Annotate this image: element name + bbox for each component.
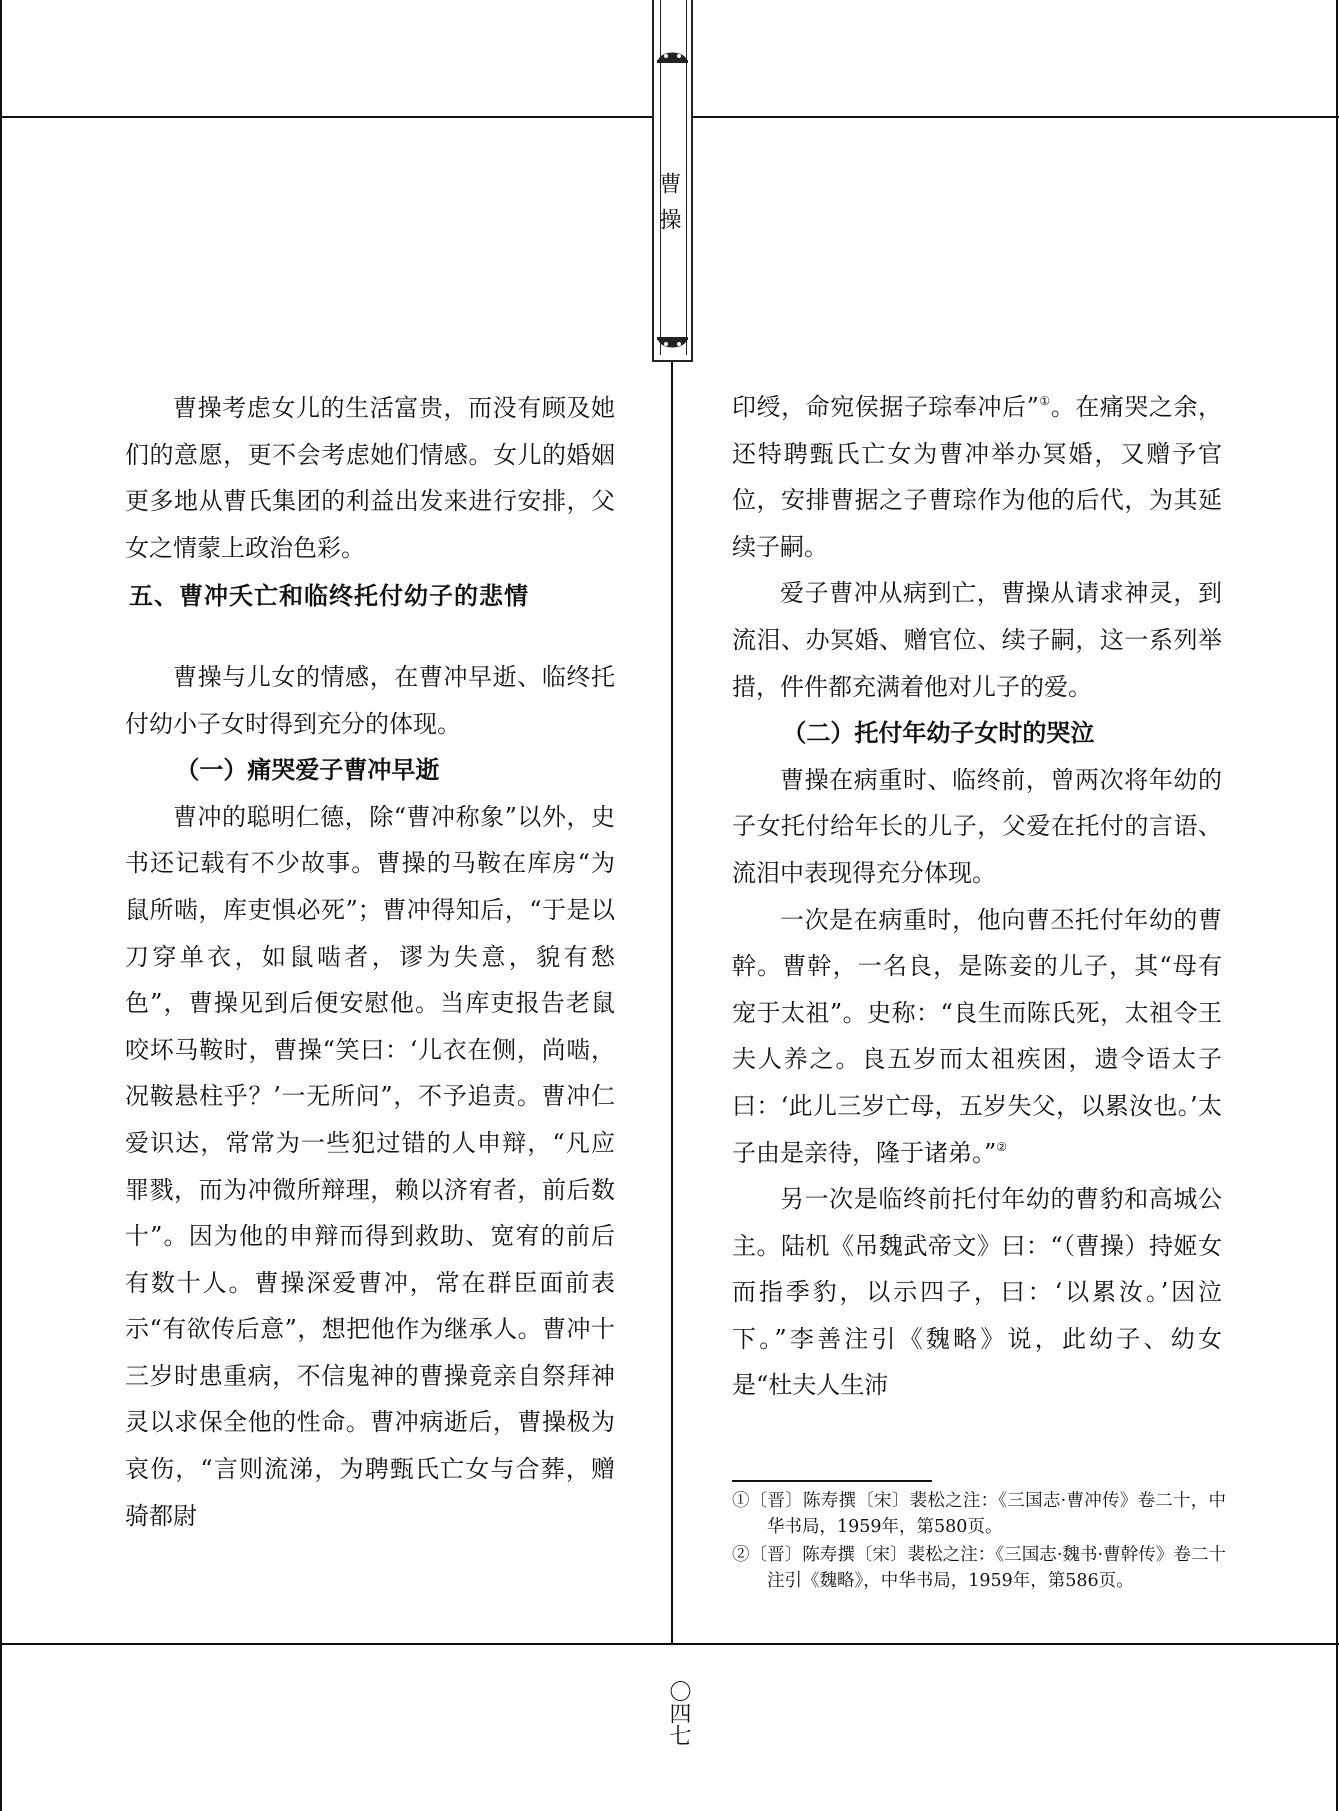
sub-heading: （二）托付年幼子女时的哭泣: [782, 719, 1095, 748]
running-title: 曹操: [656, 172, 681, 244]
page-number: 〇四七: [666, 1680, 691, 1746]
footnote-rule: [732, 1480, 932, 1482]
scroll-ornament-bottom: [656, 336, 689, 352]
scroll-ornament-top: [656, 48, 689, 64]
paragraph-text: 。在痛哭之余，还特聘甄氏亡女为曹冲举办冥婚，又赠予官位，安排曹据之子曹琮作为他的后代，为其延续子嗣。: [732, 393, 1222, 561]
column-divider: [671, 362, 673, 1643]
paragraph-text: 印绶，命宛侯据子琮奉冲后”: [732, 393, 1039, 421]
paragraph-continued: [732, 384, 1222, 570]
footnote: ②〔晋〕陈寿撰〔宋〕裴松之注：《三国志·魏书·曹幹传》卷二十注引《魏略》，中华书局，1959年，第586页。: [732, 1545, 1226, 1591]
paragraph: [732, 897, 1222, 1177]
section-heading: 五、曹冲夭亡和临终托付幼子的悲情: [129, 582, 529, 611]
footnotes: [732, 1488, 1226, 1596]
paragraph: 爱子曹冲从病到亡，曹操从请求神灵，到流泪、办冥婚、赠官位、续子嗣，这一系列举措，件件都充满着他对儿子的爱。: [732, 579, 1222, 701]
paragraph: 曹操与儿女的情感，在曹冲早逝、临终托付幼小子女时得到充分的体现。: [125, 662, 615, 738]
footnote-marker: ②: [996, 1139, 1008, 1154]
paragraph: 另一次是临终前托付年幼的曹豹和高城公主。陆机《吊魏武帝文》曰：“（曹操）持姬女而指季豹，以示四子，曰：‘以累汝。’因泣下。”李善注引《魏略》说，此幼子、幼女是“杜夫人生沛: [732, 1185, 1222, 1400]
left-column: [125, 385, 615, 1539]
right-column: [732, 384, 1222, 1409]
sub-heading: （一）痛哭爱子曹冲早逝: [175, 756, 440, 785]
paragraph: 曹操考虑女儿的生活富贵，而没有顾及她们的意愿，更不会考虑她们情感。女儿的婚姻更多地从曹氏集团的利益出发来进行安排，父女之情蒙上政治色彩。: [125, 394, 615, 562]
footnote: ①〔晋〕陈寿撰〔宋〕裴松之注：《三国志·曹冲传》卷二十，中华书局，1959年，第580页。: [732, 1491, 1226, 1537]
paragraph-text: 一次是在病重时，他向曹丕托付年幼的曹幹。曹幹，一名良，是陈妾的儿子，其“母有宠于太祖”。史称：“良生而陈氏死，太祖令王夫人养之。良五岁而太祖疾困，遗令语太子曰：‘此儿三岁亡母，五岁失父，以累汝也。’太子由是亲待，隆于诸弟。”: [732, 905, 1222, 1167]
paragraph: 曹冲的聪明仁德，除“曹冲称象”以外，史书还记载有不少故事。曹操的马鞍在库房“为鼠所啮，库吏惧必死”；曹冲得知后，“于是以刀穿单衣，如鼠啮者，谬为失意，貌有愁色”，曹操见到后便安慰他。当库吏报告老鼠咬坏马鞍时，曹操“笑曰：‘儿衣在侧，尚啮，况鞍悬柱乎？’一无所问”，不予追责。曹冲仁爱识达，常常为一些犯过错的人申辩，“凡应罪戮，而为冲微所辩理，赖以济宥者，前后数十”。因为他的申辩而得到救助、宽宥的前后有数十人。曹操深爱曹冲，常在群臣面前表示“有欲传后意”，想把他作为继承人。曹冲十三岁时患重病，不信鬼神的曹操竟亲自祭拜神灵以求保全他的性命。曹冲病逝后，曹操极为哀伤，“言则流涕，为聘甄氏亡女与合葬，赠骑都尉: [125, 802, 615, 1530]
footer-rule: [0, 1643, 1339, 1645]
page-edge-left: [0, 0, 2, 1811]
running-title-tab: [652, 0, 693, 362]
footnote-marker: ①: [1038, 394, 1051, 408]
page-edge-right: [1336, 0, 1338, 1811]
paragraph: 曹操在病重时、临终前，曾两次将年幼的子女托付给年长的儿子，父爱在托付的言语、流泪中表现得充分体现。: [732, 765, 1222, 887]
